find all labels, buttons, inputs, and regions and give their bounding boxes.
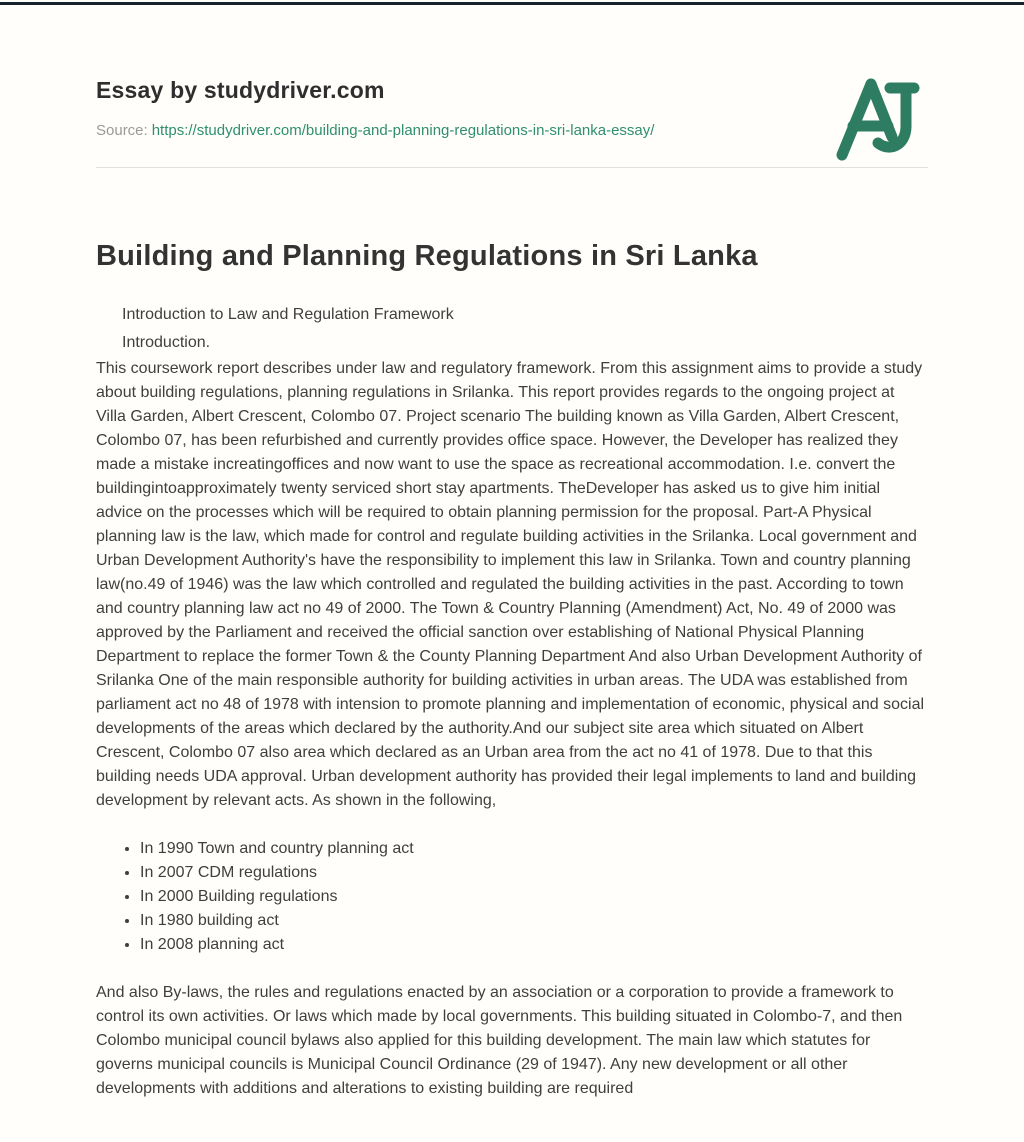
intro-line-introduction: Introduction.	[122, 334, 211, 351]
paragraph-bylaws: And also By-laws, the rules and regulations enacted by an association or a corporation to provide a framework to control its own activities. Or laws which made by local governments. This building situated in Colombo-7, and then Colombo municipal council bylaws also applied for this building development. The main law which statutes for governs municipal councils is Municipal Council Ordinance (29 of 1947). Any new development or all other developments with additions and alterations to existing building are required	[96, 984, 903, 1097]
source-line	[96, 122, 928, 139]
intro-block	[96, 301, 928, 357]
list-item-2007-cdm: • In 2007 CDM regulations	[140, 861, 928, 885]
list-item-1980-building: • In 1980 building act	[140, 909, 928, 933]
list-item-1990-act: • In 1990 Town and country planning act	[140, 837, 928, 861]
header	[96, 5, 928, 167]
header-divider	[96, 167, 928, 168]
site-title: Essay by studydriver.com	[96, 77, 385, 103]
list-item-2008-planning: • In 2008 planning act	[140, 933, 928, 957]
essay-title: Building and Planning Regulations in Sri Lanka	[96, 240, 758, 272]
regulations-list	[96, 837, 928, 957]
list-item-2000-building: • In 2000 Building regulations	[140, 885, 928, 909]
source-label: Source:	[96, 122, 148, 139]
essay-content	[96, 240, 928, 1101]
source-link[interactable]: https://studydriver.com/building-and-planning-regulations-in-sri-lanka-essay/	[151, 122, 655, 139]
essay-page	[96, 5, 928, 1101]
paragraph-main: This coursework report describes under law and regulatory framework. From this assignment aims to provide a study about building regulations, planning regulations in Srilanka. This report provides regards to the ongoing project at Villa Garden, Albert Crescent, Colombo 07. Project scenario The building known as Villa Garden, Albert Crescent, Colombo 07, has been refurbished and currently provides office space. However, the Developer has realized they made a mistake increatingoffices and now want to use the space as recreational accommodation. I.e. convert the buildingintoapproximately twenty serviced short stay apartments. TheDeveloper has asked us to give him initial advice on the processes which will be required to obtain planning permission for the proposal. Part-A Physical planning law is the law, which made for control and regulate building activities in the Srilanka. Local government and Urban Development Authority's have the responsibility to implement this law in Srilanka. Town and country planning law(no.49 of 1946) was the law which controlled and regulated the building activities in the past. According to town and country planning law act no 49 of 2000. The Town & Country Planning (Amendment) Act, No. 49 of 2000 was approved by the Parliament and received the official sanction over establishing of National Physical Planning Department to replace the former Town & the County Planning Department And also Urban Development Authority of Srilanka One of the main responsible authority for building activities in urban areas. The UDA was established from parliament act no 48 of 1978 with intension to promote planning and implementation of economic, physical and social developments of the areas which declared by the authority.And our subject site area which situated on Albert Crescent, Colombo 07 also area which declared as an Urban area from the act no 41 of 1978. Due to that this building needs UDA approval. Urban development authority has provided their legal implements to land and building development by relevant acts. As shown in the following,	[96, 360, 925, 809]
intro-line-framework: Introduction to Law and Regulation Framework	[122, 306, 454, 323]
studydriver-logo-icon	[832, 73, 924, 165]
